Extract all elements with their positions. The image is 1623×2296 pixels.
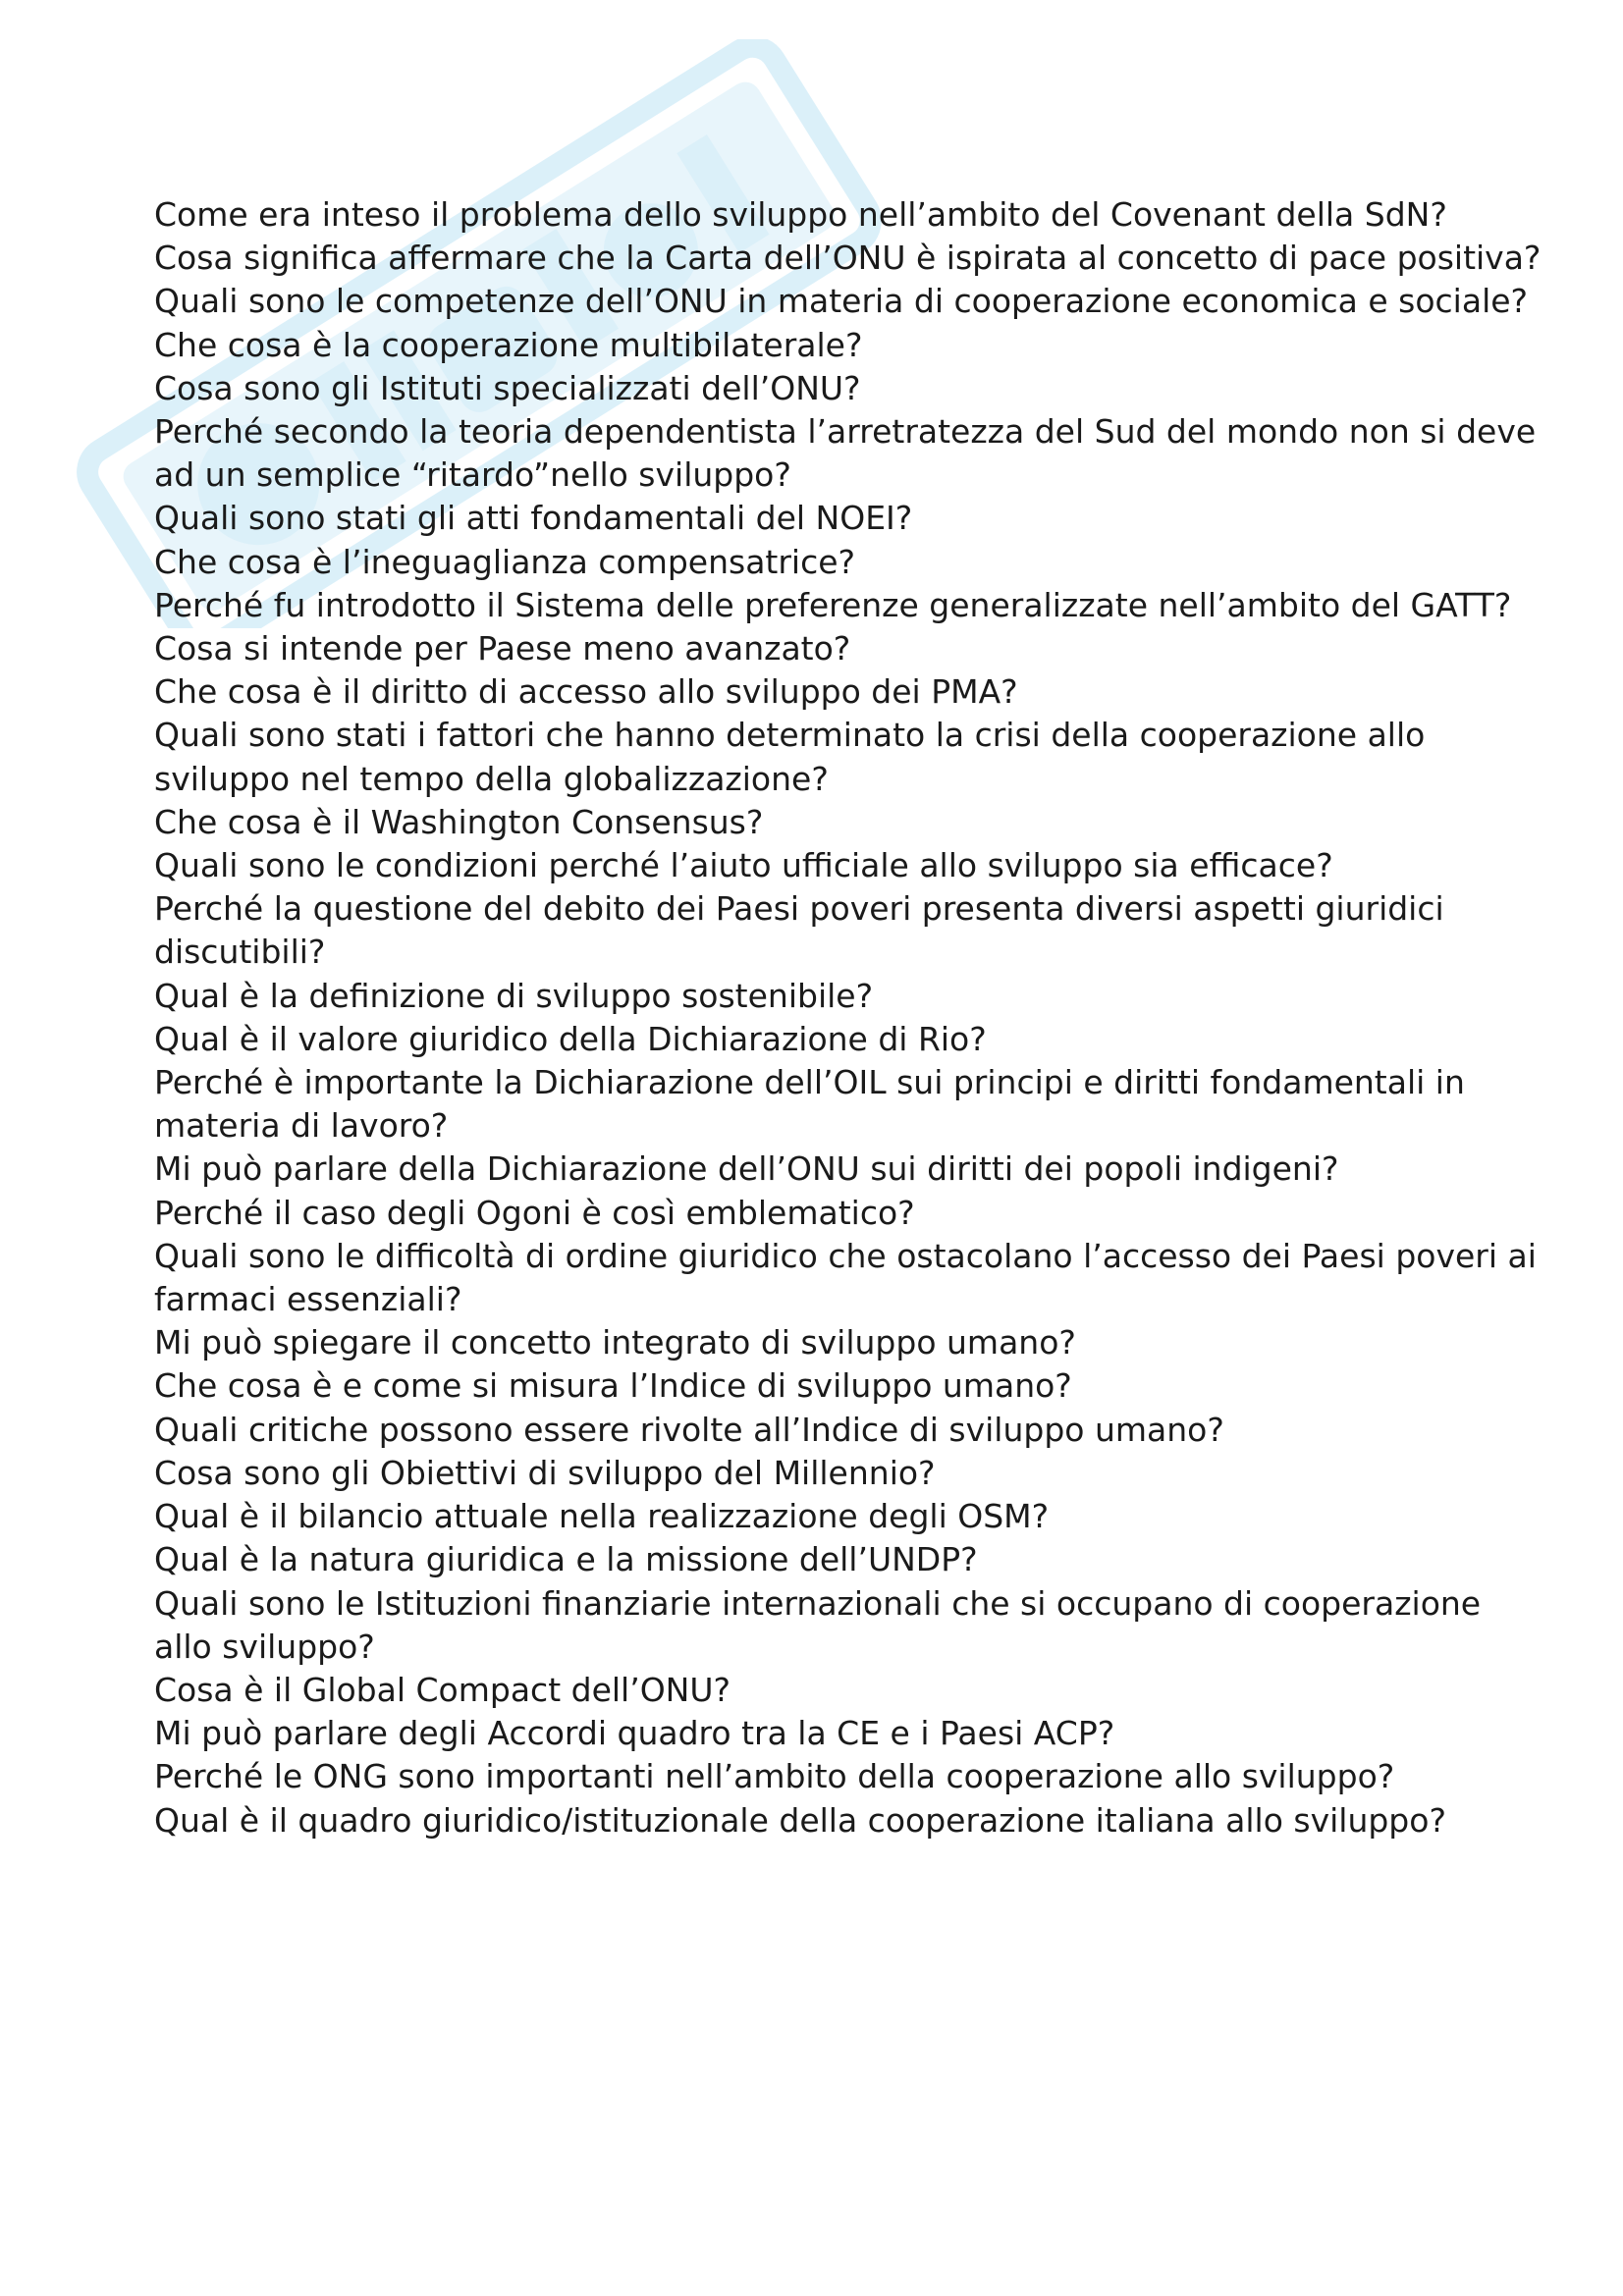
- question-item: Che cosa è e come si misura l’Indice di sviluppo umano?: [154, 1366, 1072, 1406]
- question-item: Mi può parlare della Dichiarazione dell’ONU sui diritti dei popoli indigeni?: [154, 1149, 1339, 1189]
- question-item: Che cosa è il Washington Consensus?: [154, 802, 764, 841]
- question-item: Qual è il quadro giuridico/istituzionale della cooperazione italiana allo sviluppo?: [154, 1800, 1446, 1840]
- question-item: Quali sono stati gli atti fondamentali del NOEI?: [154, 499, 913, 538]
- question-list: [154, 193, 1548, 1842]
- question-item: Quali sono stati i fattori che hanno determinato la crisi della cooperazione allo sviluppo nel tempo della globalizzazione?: [154, 716, 1426, 798]
- question-item: Quali sono le condizioni perché l’aiuto ufficiale allo sviluppo sia efficace?: [154, 846, 1333, 885]
- question-item: Perché il caso degli Ogoni è così emblematico?: [154, 1193, 915, 1232]
- question-item: Che cosa è il diritto di accesso allo sviluppo dei PMA?: [154, 672, 1018, 712]
- question-item: Perché secondo la teoria dependentista l’arretratezza del Sud del mondo non si deve ad un semplice “ritardo”nello sviluppo?: [154, 412, 1537, 495]
- question-item: Mi può parlare degli Accordi quadro tra la CE e i Paesi ACP?: [154, 1714, 1115, 1753]
- question-item: Qual è la definizione di sviluppo sostenibile?: [154, 976, 874, 1015]
- question-item: Mi può spiegare il concetto integrato di sviluppo umano?: [154, 1323, 1076, 1362]
- question-item: Quali sono le Istituzioni finanziarie internazionali che si occupano di cooperazione allo sviluppo?: [154, 1583, 1482, 1666]
- question-item: Cosa significa affermare che la Carta dell’ONU è ispirata al concetto di pace positiva?: [154, 239, 1542, 278]
- question-item: Perché è importante la Dichiarazione dell’OIL sui principi e diritti fondamentali in materia di lavoro?: [154, 1063, 1465, 1146]
- question-item: Cosa si intende per Paese meno avanzato?: [154, 629, 851, 668]
- question-item: Qual è il bilancio attuale nella realizzazione degli OSM?: [154, 1497, 1050, 1536]
- question-item: Cosa sono gli Istituti specializzati dell’ONU?: [154, 368, 861, 407]
- question-item: Cosa sono gli Obiettivi di sviluppo del Millennio?: [154, 1453, 936, 1492]
- question-item: Quali sono le difficoltà di ordine giuridico che ostacolano l’accesso dei Paesi poveri ai farmaci essenziali?: [154, 1236, 1537, 1319]
- question-item: Qual è la natura giuridica e la missione dell’UNDP?: [154, 1540, 978, 1579]
- question-item: Cosa è il Global Compact dell’ONU?: [154, 1670, 731, 1709]
- question-item: Quali critiche possono essere rivolte all’Indice di sviluppo umano?: [154, 1410, 1224, 1449]
- question-item: Qual è il valore giuridico della Dichiarazione di Rio?: [154, 1019, 987, 1058]
- question-item: Perché le ONG sono importanti nell’ambito della cooperazione allo sviluppo?: [154, 1757, 1395, 1796]
- question-item: Che cosa è la cooperazione multibilaterale?: [154, 325, 863, 364]
- question-item: Che cosa è l’ineguaglianza compensatrice?: [154, 542, 856, 581]
- question-item: Perché la questione del debito dei Paesi poveri presenta diversi aspetti giuridici discutibili?: [154, 889, 1444, 972]
- question-item: Perché fu introdotto il Sistema delle preferenze generalizzate nell’ambito del GATT?: [154, 585, 1512, 624]
- question-item: Quali sono le competenze dell’ONU in materia di cooperazione economica e sociale?: [154, 282, 1529, 321]
- question-item: Come era inteso il problema dello sviluppo nell’ambito del Covenant della SdN?: [154, 195, 1447, 234]
